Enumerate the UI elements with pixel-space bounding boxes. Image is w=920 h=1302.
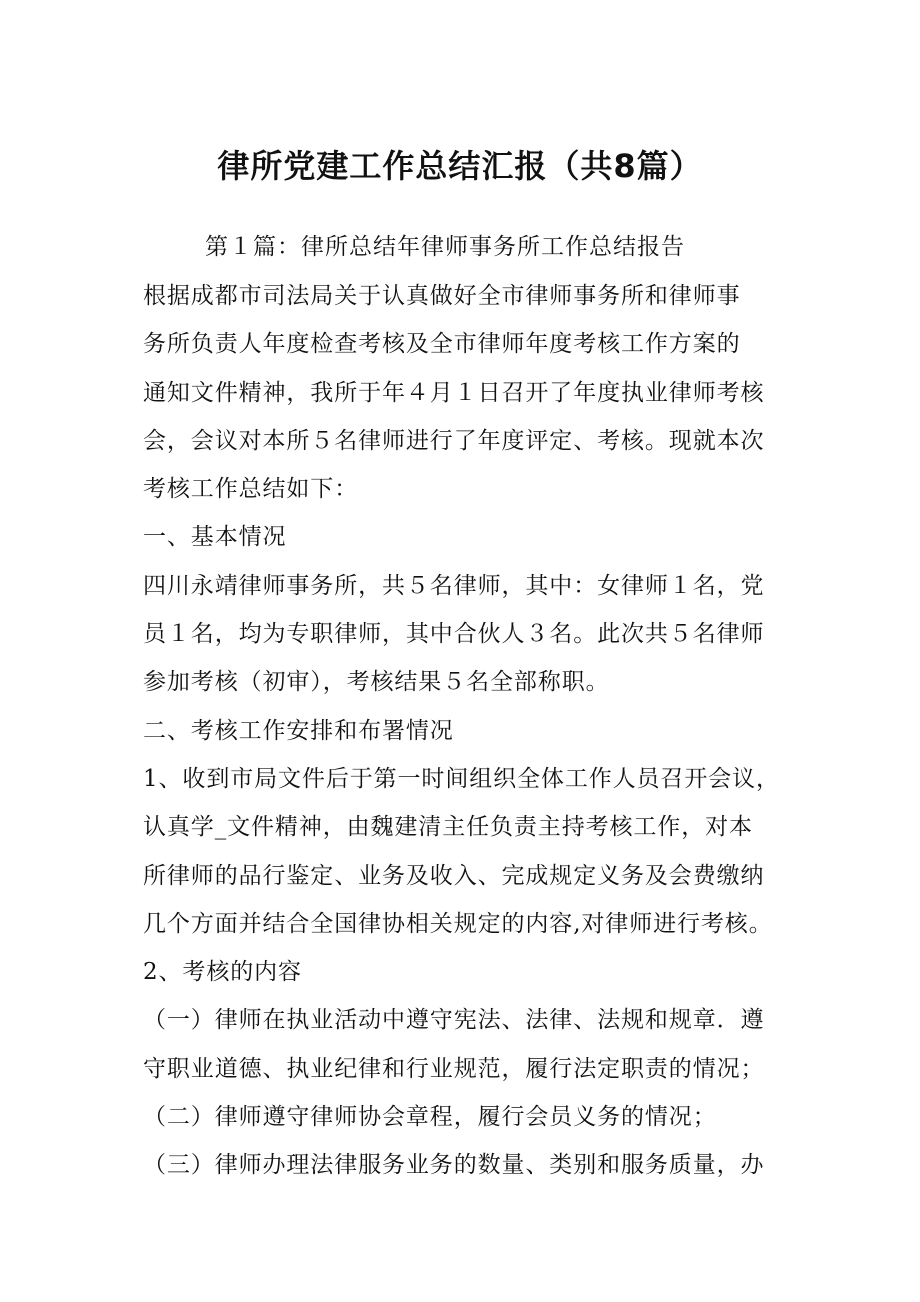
body-line: 通知文件精神，我所于年４月１日召开了年度执业律师考核: [143, 379, 765, 406]
body-line: 根据成都市司法局关于认真做好全市律师事务所和律师事: [143, 283, 741, 309]
body-line: 守职业道德、执业纪律和行业规范，履行法定职责的情况；: [143, 1055, 765, 1082]
body-line: 会，会议对本所５名律师进行了年度评定、考核。现就本次: [143, 427, 765, 454]
body-line: （三）律师办理法律服务业务的数量、类别和服务质量，办: [143, 1152, 765, 1179]
document-title: 律所党建工作总结汇报（共8篇）: [217, 147, 703, 185]
chapter-heading: 第１篇：律所总结年律师事务所工作总结报告: [205, 234, 685, 260]
body-line: 所律师的品行鉴定、业务及收入、完成规定义务及会费缴纳: [143, 862, 765, 889]
body-line: 认真学_文件精神，由魏建清主任负责主持考核工作，对本: [143, 814, 753, 841]
body-line: （二）律师遵守律师协会章程，履行会员义务的情况；: [143, 1104, 717, 1131]
subsection-heading: 2、考核的内容: [143, 959, 302, 986]
body-line: 员１名，均为专职律师，其中合伙人３名。此次共５名律师: [143, 621, 765, 648]
body-line: 考核工作总结如下：: [143, 476, 359, 503]
body-line: 1、收到市局文件后于第一时间组织全体工作人员召开会议，: [143, 765, 780, 792]
section-heading: 一、基本情况: [143, 524, 287, 551]
body-line: 几个方面并结合全国律协相关规定的内容,对律师进行考核。: [143, 910, 773, 937]
body-line: 参加考核（初审），考核结果５名全部称职。: [143, 669, 610, 696]
section-heading: 二、考核工作安排和布署情况: [143, 717, 454, 744]
body-line: （一）律师在执业活动中遵守宪法、法律、法规和规章．遵: [143, 1007, 765, 1034]
body-line: 务所负责人年度检查考核及全市律师年度考核工作方案的: [143, 331, 741, 358]
document-body: [143, 272, 803, 1190]
body-line: 四川永靖律师事务所，共５名律师，其中：女律师１名，党: [143, 572, 765, 599]
